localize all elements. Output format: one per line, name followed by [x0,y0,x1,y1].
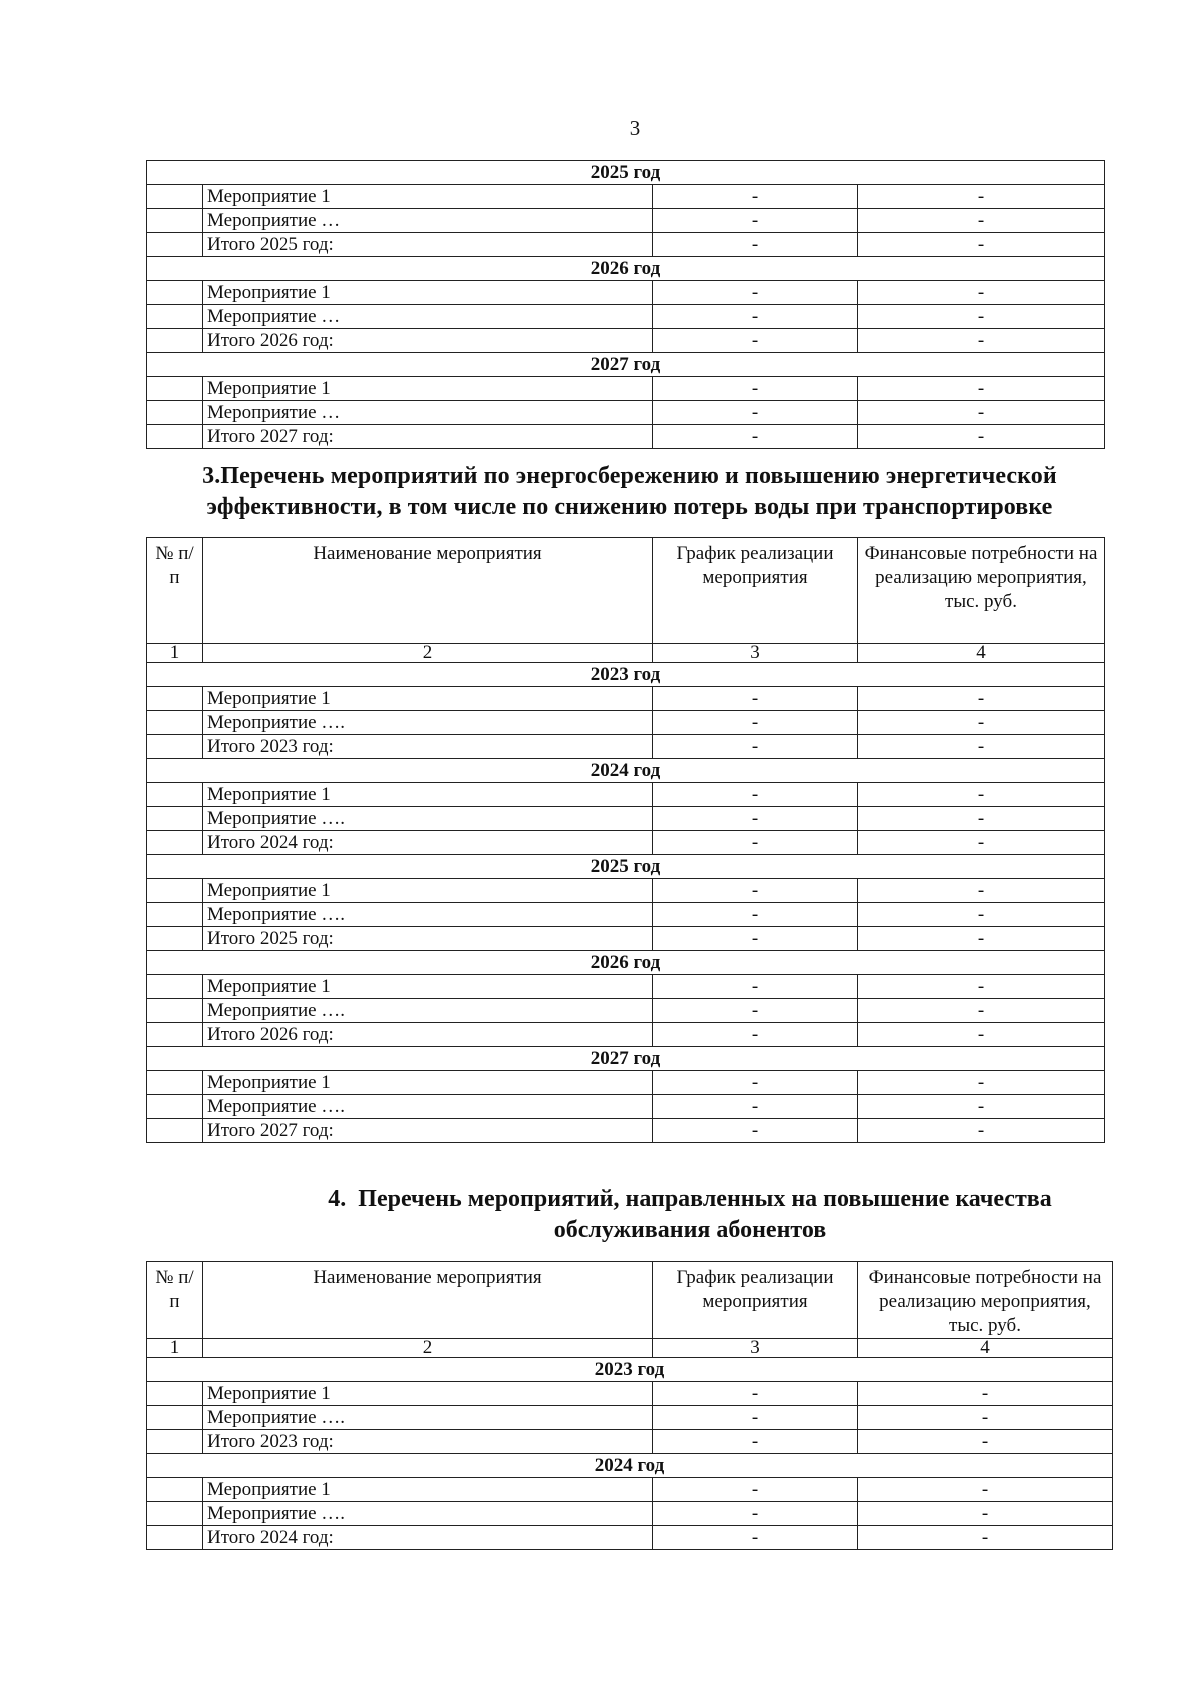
table-row [147,711,1105,735]
finance-cell: - [858,233,1105,257]
section-3-title-line-1: 3.Перечень мероприятий по энергосбережению и повышению энергетической [202,463,1057,489]
total-label: Итого 2025 год: [203,927,653,951]
col-index-3: 3 [653,644,858,663]
table-row [147,1478,1113,1502]
page-number: 3 [629,116,641,140]
schedule-cell: - [653,711,858,735]
schedule-cell: - [653,185,858,209]
row-number-cell [147,377,203,401]
row-number-cell [147,281,203,305]
year-header: 2025 год [147,855,1105,879]
header-schedule: График реализации мероприятия [653,1262,858,1339]
measure-name: Мероприятие …. [203,1095,653,1119]
section-3-title-line-2: эффективности, в том числе по снижению потерь воды при транспортировке [206,494,1053,520]
col-index-1: 1 [147,1339,203,1358]
row-number-cell [147,999,203,1023]
row-number-cell [147,401,203,425]
finance-cell: - [858,687,1105,711]
year-header: 2027 год [147,353,1105,377]
finance-cell: - [858,185,1105,209]
schedule-cell: - [653,1119,858,1143]
total-label: Итого 2023 год: [203,1430,653,1454]
finance-cell: - [858,1502,1113,1526]
finance-cell: - [858,1478,1113,1502]
table-body [147,1358,1113,1550]
finance-cell: - [858,879,1105,903]
table-row [147,1071,1105,1095]
schedule-cell: - [653,329,858,353]
finance-cell: - [858,1071,1105,1095]
table-row [147,1095,1105,1119]
row-number-cell [147,1406,203,1430]
finance-cell: - [858,281,1105,305]
col-index-3: 3 [653,1339,858,1358]
table-row [147,281,1105,305]
row-number-cell [147,831,203,855]
measure-name: Мероприятие …. [203,1502,653,1526]
header-finance: Финансовые потребности на реализацию мероприятия, тыс. руб. [858,538,1105,644]
schedule-cell: - [653,209,858,233]
measure-name: Мероприятие …. [203,711,653,735]
table-row [147,783,1105,807]
year-header: 2024 год [147,759,1105,783]
table-row [147,233,1105,257]
row-number-cell [147,1502,203,1526]
schedule-cell: - [653,1095,858,1119]
schedule-cell: - [653,999,858,1023]
row-number-cell [147,209,203,233]
total-label: Итого 2026 год: [203,329,653,353]
schedule-cell: - [653,281,858,305]
row-number-cell [147,1382,203,1406]
schedule-cell: - [653,1023,858,1047]
measure-name: Мероприятие 1 [203,185,653,209]
total-label: Итого 2024 год: [203,1526,653,1550]
schedule-cell: - [653,1478,858,1502]
finance-cell: - [858,903,1105,927]
table-row [147,425,1105,449]
col-index-2: 2 [203,1339,653,1358]
total-label: Итого 2025 год: [203,233,653,257]
header-name: Наименование мероприятия [203,1262,653,1339]
measure-name: Мероприятие …. [203,999,653,1023]
table-row [147,209,1105,233]
table-row [147,1430,1113,1454]
table-row [147,807,1105,831]
measure-name: Мероприятие …. [203,807,653,831]
row-number-cell [147,807,203,831]
header-num: № п/п [147,1262,203,1339]
col-index-4: 4 [858,1339,1113,1358]
finance-cell: - [858,783,1105,807]
row-number-cell [147,1430,203,1454]
row-number-cell [147,735,203,759]
schedule-cell: - [653,1526,858,1550]
section-4-title [270,1184,1110,1246]
finance-cell: - [858,927,1105,951]
measure-name: Мероприятие …. [203,903,653,927]
table-row [147,1406,1113,1430]
finance-cell: - [858,209,1105,233]
row-number-cell [147,975,203,999]
finance-cell: - [858,1526,1113,1550]
schedule-cell: - [653,783,858,807]
row-number-cell [147,1478,203,1502]
row-number-cell [147,1095,203,1119]
total-label: Итого 2027 год: [203,1119,653,1143]
schedule-cell: - [653,1502,858,1526]
row-number-cell [147,903,203,927]
col-index-1: 1 [147,644,203,663]
table-row [147,975,1105,999]
measure-name: Мероприятие …. [203,1406,653,1430]
row-number-cell [147,687,203,711]
measure-name: Мероприятие 1 [203,1478,653,1502]
header-finance: Финансовые потребности на реализацию мероприятия, тыс. руб. [858,1262,1113,1339]
row-number-cell [147,711,203,735]
measure-name: Мероприятие 1 [203,1071,653,1095]
schedule-cell: - [653,903,858,927]
finance-cell: - [858,975,1105,999]
table-row [147,879,1105,903]
finance-cell: - [858,1430,1113,1454]
finance-cell: - [858,1382,1113,1406]
row-number-cell [147,927,203,951]
row-number-cell [147,783,203,807]
measure-name: Мероприятие 1 [203,975,653,999]
table-row [147,1119,1105,1143]
service-quality-measures-table [146,1261,1113,1550]
row-number-cell [147,1071,203,1095]
table-body [147,663,1105,1143]
measure-name: Мероприятие 1 [203,377,653,401]
year-header: 2024 год [147,1454,1113,1478]
table-row [147,831,1105,855]
measure-name: Мероприятие … [203,305,653,329]
schedule-cell: - [653,807,858,831]
finance-cell: - [858,329,1105,353]
table-row [147,185,1105,209]
table-row [147,1382,1113,1406]
table-row [147,377,1105,401]
row-number-cell [147,329,203,353]
table-row [147,927,1105,951]
row-number-cell [147,185,203,209]
year-header: 2023 год [147,1358,1113,1382]
section-4-title-line-2: обслуживания абонентов [553,1217,827,1243]
schedule-cell: - [653,1071,858,1095]
section-3-title [152,461,1107,523]
schedule-cell: - [653,927,858,951]
finance-cell: - [858,735,1105,759]
row-number-cell [147,1023,203,1047]
row-number-cell [147,305,203,329]
finance-cell: - [858,1406,1113,1430]
table-row [147,735,1105,759]
finance-cell: - [858,1023,1105,1047]
measure-name: Мероприятие … [203,209,653,233]
table-row [147,999,1105,1023]
header-name: Наименование мероприятия [203,538,653,644]
measure-name: Мероприятие 1 [203,687,653,711]
finance-cell: - [858,1119,1105,1143]
table-row [147,903,1105,927]
table-row [147,1023,1105,1047]
measure-name: Мероприятие 1 [203,783,653,807]
col-index-2: 2 [203,644,653,663]
schedule-cell: - [653,1382,858,1406]
schedule-cell: - [653,233,858,257]
header-num: № п/п [147,538,203,644]
schedule-cell: - [653,1406,858,1430]
schedule-cell: - [653,401,858,425]
finance-cell: - [858,401,1105,425]
row-number-cell [147,1526,203,1550]
total-label: Итого 2026 год: [203,1023,653,1047]
year-header: 2026 год [147,257,1105,281]
row-number-cell [147,1119,203,1143]
finance-cell: - [858,1095,1105,1119]
header-schedule: График реализации мероприятия [653,538,858,644]
row-number-cell [147,879,203,903]
finance-cell: - [858,425,1105,449]
schedule-cell: - [653,687,858,711]
schedule-cell: - [653,425,858,449]
total-label: Итого 2023 год: [203,735,653,759]
finance-cell: - [858,807,1105,831]
finance-cell: - [858,831,1105,855]
finance-cell: - [858,711,1105,735]
finance-cell: - [858,377,1105,401]
finance-cell: - [858,999,1105,1023]
table-row [147,305,1105,329]
table-body [147,161,1105,449]
measure-name: Мероприятие 1 [203,281,653,305]
table-row [147,1502,1113,1526]
measure-name: Мероприятие … [203,401,653,425]
table-row [147,1526,1113,1550]
schedule-cell: - [653,377,858,401]
row-number-cell [147,233,203,257]
table-row [147,687,1105,711]
table-row [147,401,1105,425]
row-number-cell [147,425,203,449]
col-index-4: 4 [858,644,1105,663]
schedule-cell: - [653,1430,858,1454]
section-4-title-line-1: 4. Перечень мероприятий, направленных на повышение качества [328,1186,1052,1212]
year-header: 2027 год [147,1047,1105,1071]
measure-name: Мероприятие 1 [203,1382,653,1406]
schedule-cell: - [653,305,858,329]
total-label: Итого 2024 год: [203,831,653,855]
finance-cell: - [858,305,1105,329]
schedule-cell: - [653,831,858,855]
year-header: 2025 год [147,161,1105,185]
schedule-cell: - [653,975,858,999]
year-header: 2023 год [147,663,1105,687]
energy-saving-measures-table [146,537,1105,1143]
schedule-cell: - [653,735,858,759]
measures-table-continued [146,160,1105,449]
measure-name: Мероприятие 1 [203,879,653,903]
table-row [147,329,1105,353]
year-header: 2026 год [147,951,1105,975]
total-label: Итого 2027 год: [203,425,653,449]
schedule-cell: - [653,879,858,903]
